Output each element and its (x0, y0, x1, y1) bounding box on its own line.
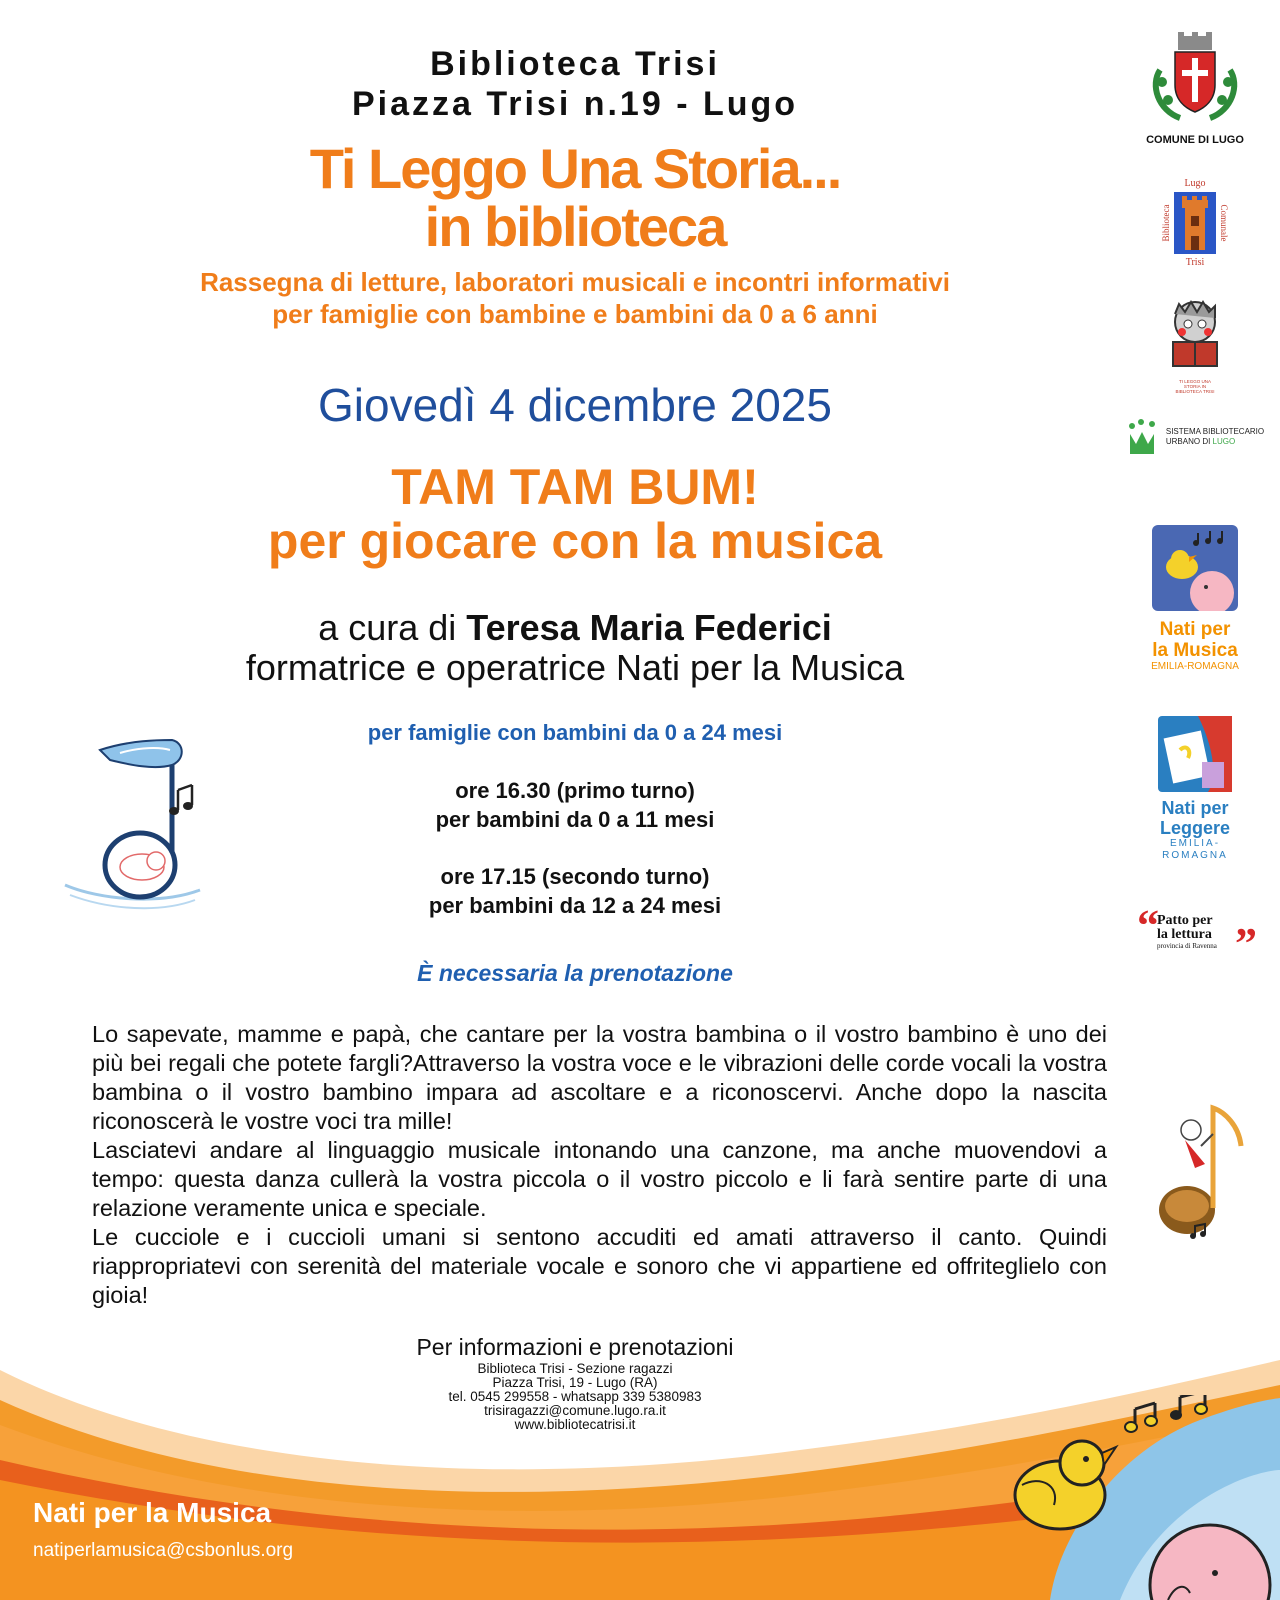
event-title-line1: TAM TAM BUM! (391, 459, 759, 515)
nati-per-leggere-logo (1125, 716, 1265, 862)
npm-logo-line1: Nati per (1159, 619, 1231, 640)
music-note-character-illustration (1155, 1098, 1255, 1248)
slot-age: per bambini da 12 a 24 mesi (428, 893, 722, 918)
comune-logo (1125, 30, 1265, 146)
patto-close-quote-icon: ” (1235, 919, 1257, 968)
body-paragraph-2: Lasciatevi andare al linguaggio musicale intonando una canzone, ma anche muovendovi a tempo: questa danza cullerà la vostra piccola o il vostro piccolo e li farà sentire parte di una relazione veramente unica e speciale. (92, 1137, 1107, 1221)
comune-label: COMUNE DI LUGO (1146, 134, 1244, 146)
series-subtitle-line2: per famiglie con bambine e bambini da 0 a 6 anni (272, 299, 878, 329)
audience-note: per famiglie con bambini da 0 a 24 mesi (367, 720, 783, 745)
body-text (92, 1020, 1107, 1310)
event-title-line2: per giocare con la musica (267, 513, 883, 569)
npl-logo-region1: EMILIA- (1169, 838, 1221, 849)
event-title (0, 460, 1150, 568)
biblioteca-trisi-logo (1125, 178, 1265, 270)
footer-brand: Nati per la Musica (33, 1497, 272, 1528)
sistema-bibliotecario-logo (1125, 418, 1265, 456)
bird-baby-footer-illustration (1010, 1395, 1280, 1600)
nati-per-la-musica-logo (1125, 525, 1265, 672)
npm-logo-line2: la Musica (1152, 640, 1238, 661)
biblioteca-logo-right: Comunale (1219, 204, 1229, 242)
slot-age: per bambini da 0 a 11 mesi (435, 807, 715, 832)
body-paragraph-3: Le cucciole e i cuccioli umani si sentono accuditi ed amati attraverso il canto. Quindi riappropriatevi con serenità del materiale vocale e sonoro che vi appartiene ed offriteglielo con gioia! (92, 1224, 1107, 1308)
footer-email[interactable]: natiperlamusica@csbonlus.org (33, 1540, 294, 1561)
curator-block (0, 608, 1150, 688)
info-phone[interactable]: tel. 0545 299558 - whatsapp 339 5380983 (448, 1389, 702, 1404)
patto-open-quote-icon: “ (1137, 901, 1159, 950)
info-heading: Per informazioni e prenotazioni (416, 1334, 734, 1360)
npl-reading-icon (1158, 716, 1232, 792)
sistema-line1: SISTEMA BIBLIOTECARIO (1165, 427, 1265, 436)
ti-leggo-mascot-logo (1125, 300, 1265, 394)
venue-block (0, 44, 1150, 124)
patto-line2: la lettura (1157, 927, 1212, 942)
mascot-reading-icon (1165, 300, 1225, 378)
npl-logo-line1: Nati per (1161, 798, 1229, 818)
npl-logo-region2: ROMAGNA (1162, 850, 1228, 861)
sistema-line2-city: LUGO (1212, 437, 1236, 446)
info-contacts (0, 1362, 1150, 1432)
tower-icon (1174, 192, 1216, 254)
series-subtitle-line1: Rassegna di letture, laboratori musicali e incontri informativi (200, 267, 950, 297)
slot-time: ore 17.15 (secondo turno) (440, 864, 710, 889)
patto-line3: provincia di Ravenna (1157, 942, 1217, 950)
slot-time: ore 16.30 (primo turno) (455, 778, 695, 803)
info-library: Biblioteca Trisi - Sezione ragazzi (477, 1361, 673, 1376)
biblioteca-logo-bottom: Trisi (1185, 257, 1205, 268)
info-website[interactable]: www.bibliotecatrisi.it (514, 1417, 636, 1432)
sistema-line2-prefix: URBANO DI (1165, 437, 1213, 446)
body-paragraph-1: Lo sapevate, mamme e papà, che cantare per la vostra bambina o il vostro bambino è uno dei più bei regali che potete fargli?Attraverso la vostra voce e le vibrazioni delle corde vocali la vostra bambina o il vostro bambino impara ad ascoltare e a riconoscervi. Anche dopo la nascita riconoscerà le vostre voci tra mille! (92, 1021, 1107, 1134)
series-title-line1: Ti Leggo Una Storia... (309, 137, 841, 200)
sistema-leaf-icon (1126, 418, 1160, 456)
biblioteca-logo-left: Biblioteca (1161, 204, 1171, 242)
music-note-baby-illustration (60, 735, 210, 925)
curator-role: formatrice e operatrice Nati per la Musica (245, 647, 905, 688)
series-title-line2: in biblioteca (424, 195, 726, 258)
info-email[interactable]: trisiragazzi@comune.lugo.ra.it (484, 1403, 666, 1418)
venue-name: Biblioteca Trisi (430, 45, 720, 83)
series-title (0, 137, 1150, 258)
npl-logo-line2: Leggere (1159, 818, 1231, 838)
npm-bird-baby-icon (1152, 525, 1238, 611)
curator-prefix: a cura di (318, 607, 467, 648)
npm-logo-region: EMILIA-ROMAGNA (1151, 661, 1239, 672)
curator-name: Teresa Maria Federici (466, 607, 832, 648)
patto-per-la-lettura-logo (1125, 901, 1265, 968)
biblioteca-logo-top: Lugo (1184, 178, 1206, 189)
patto-line1: Patto per (1157, 913, 1213, 928)
venue-address: Piazza Trisi n.19 - Lugo (351, 85, 799, 123)
info-address: Piazza Trisi, 19 - Lugo (RA) (492, 1375, 658, 1390)
booking-note: È necessaria la prenotazione (417, 960, 733, 986)
event-date: Giovedì 4 dicembre 2025 (318, 379, 832, 431)
coat-of-arms-icon (1150, 30, 1240, 122)
series-subtitle (0, 266, 1150, 330)
mascot-caption: TI LEGGO UNA STORIA IN BIBLIOTECA TRISI (1175, 379, 1215, 394)
